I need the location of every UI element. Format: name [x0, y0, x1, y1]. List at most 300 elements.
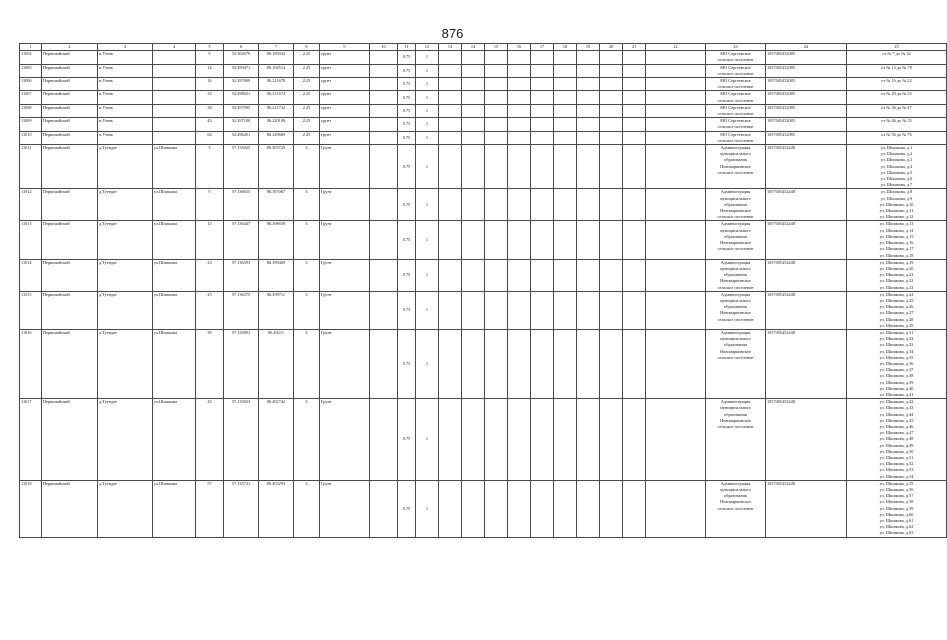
- addresses-cell-line: ул. Шишкова, д.28: [879, 316, 914, 322]
- empty-cell: [439, 399, 462, 481]
- col11-cell: 0.75: [398, 259, 416, 291]
- row-number-cell: 11011: [20, 145, 42, 189]
- table-row: [20, 51, 947, 64]
- longitude-cell: 86.393725: [259, 145, 294, 189]
- empty-cell: [531, 51, 554, 64]
- addresses-cell: [847, 329, 947, 398]
- latitude-cell: 52.297809: [224, 78, 259, 91]
- column-number: 2: [42, 44, 98, 51]
- empty-cell: [439, 259, 462, 291]
- empty-cell: [623, 480, 646, 537]
- addresses-cell-line: от № 36 до № 47: [881, 104, 912, 110]
- row-number-cell: 11017: [20, 399, 42, 481]
- surface-cell: Грунт: [320, 189, 370, 221]
- addresses-cell-line: ул. Шишкова, д.59: [879, 505, 914, 511]
- settlement-cell: д.Туендат: [98, 399, 153, 481]
- owner-cell-line: Администрация: [720, 259, 751, 265]
- district-cell: Первомайский: [42, 131, 98, 144]
- addresses-cell-line: ул. Шишкова, д.32: [879, 336, 914, 342]
- district-cell: Первомайский: [42, 118, 98, 131]
- row-number-cell: 11016: [20, 329, 42, 398]
- owner-cell-line: муниципального: [720, 265, 751, 271]
- owner-cell-line: Новомариинское: [720, 417, 751, 423]
- width-cell: 2.25: [294, 51, 320, 64]
- empty-cell: [600, 145, 623, 189]
- empty-cell: [554, 480, 577, 537]
- empty-cell: [531, 131, 554, 144]
- addresses-cell: [847, 78, 947, 91]
- longitude-cell: 86.402742: [259, 399, 294, 481]
- empty-cell: [485, 91, 508, 104]
- empty-cell: [485, 329, 508, 398]
- owner-cell-line: сельское поселение: [717, 124, 754, 130]
- house-cell: 25: [196, 291, 224, 329]
- ogrn-cell: 1057005452448: [766, 259, 847, 291]
- column-number: 6: [224, 44, 259, 51]
- column-number: 11: [398, 44, 416, 51]
- column-number: 4: [153, 44, 196, 51]
- house-cell: 43: [196, 118, 224, 131]
- width-cell: 3: [294, 259, 320, 291]
- empty-cell: [462, 399, 485, 481]
- empty-cell: [508, 118, 531, 131]
- row-number-cell: 11009: [20, 118, 42, 131]
- owner-cell: [706, 118, 766, 131]
- table-row: [20, 480, 947, 537]
- empty-cell: [623, 189, 646, 221]
- settlement-cell: п.Узень: [98, 64, 153, 77]
- empty-cell: [370, 51, 398, 64]
- empty-cell: [370, 480, 398, 537]
- addresses-cell-line: ул. Шишкова, д.48: [879, 436, 914, 442]
- col11-cell: 0.75: [398, 118, 416, 131]
- table-row: [20, 259, 947, 291]
- addresses-cell-line: ул. Шишкова, д.41: [879, 391, 914, 397]
- addresses-cell-line: ул. Шишкова, д.29: [879, 322, 914, 328]
- district-cell: Первомайский: [42, 329, 98, 398]
- addresses-cell-line: от № 16 до № 22: [881, 78, 912, 84]
- empty-cell: [485, 51, 508, 64]
- empty-cell: [600, 259, 623, 291]
- empty-cell: [370, 221, 398, 259]
- addresses-cell-line: от № 13 до № 78: [881, 64, 912, 70]
- col12-cell: 1: [416, 131, 439, 144]
- owner-cell-line: муниципального: [720, 405, 751, 411]
- addresses-cell-line: ул. Шишкова, д.40: [879, 385, 914, 391]
- empty-cell: [531, 78, 554, 91]
- owner-cell-line: Новомариинское: [720, 240, 751, 246]
- empty-cell: [646, 399, 706, 481]
- street-cell: [153, 131, 196, 144]
- empty-cell: [485, 118, 508, 131]
- owner-cell-line: сельское поселение: [717, 505, 754, 511]
- ogrn-cell: 1057005452448: [766, 145, 847, 189]
- empty-cell: [531, 329, 554, 398]
- latitude-cell: 52.296451: [224, 131, 259, 144]
- latitude-cell: 57.136393: [224, 259, 259, 291]
- width-cell: 2.25: [294, 118, 320, 131]
- house-cell: 15: [196, 221, 224, 259]
- addresses-cell-line: ул. Шишкова, д.61: [879, 518, 914, 524]
- empty-cell: [462, 291, 485, 329]
- house-cell: 23: [196, 259, 224, 291]
- empty-cell: [577, 399, 600, 481]
- district-cell: Первомайский: [42, 399, 98, 481]
- table-row: [20, 64, 947, 77]
- surface-cell: Грунт: [320, 329, 370, 398]
- longitude-cell: 86.399711: [259, 291, 294, 329]
- addresses-cell-line: ул. Шишкова, д.18: [879, 252, 914, 258]
- empty-cell: [370, 291, 398, 329]
- width-cell: 3: [294, 399, 320, 481]
- addresses-cell: [847, 104, 947, 117]
- empty-cell: [554, 51, 577, 64]
- width-cell: 3: [294, 291, 320, 329]
- row-number-cell: 11008: [20, 104, 42, 117]
- longitude-cell: 86.399469: [259, 259, 294, 291]
- owner-cell-line: образования: [724, 411, 747, 417]
- empty-cell: [623, 131, 646, 144]
- street-cell: ул.Шишкова: [153, 329, 196, 398]
- empty-cell: [623, 51, 646, 64]
- addresses-cell-line: ул. Шишкова, д.17: [879, 246, 914, 252]
- column-number: 20: [600, 44, 623, 51]
- column-number: 16: [508, 44, 531, 51]
- empty-cell: [508, 64, 531, 77]
- owner-cell-line: муниципального: [720, 227, 751, 233]
- latitude-cell: 57.135823: [224, 399, 259, 481]
- district-cell: Первомайский: [42, 64, 98, 77]
- empty-cell: [531, 118, 554, 131]
- empty-cell: [531, 221, 554, 259]
- empty-cell: [554, 78, 577, 91]
- addresses-cell-line: ул. Шишкова, д.14: [879, 227, 914, 233]
- latitude-cell: 57.135025: [224, 145, 259, 189]
- col11-cell: 0.75: [398, 91, 416, 104]
- empty-cell: [531, 291, 554, 329]
- owner-cell-line: муниципального: [720, 195, 751, 201]
- owner-cell: [706, 145, 766, 189]
- settlement-cell: д.Туендат: [98, 221, 153, 259]
- surface-cell: Грунт: [320, 291, 370, 329]
- empty-cell: [531, 259, 554, 291]
- width-cell: 2.25: [294, 131, 320, 144]
- ogrn-cell: 1057005452085: [766, 64, 847, 77]
- table-row: [20, 329, 947, 398]
- col12-cell: 1: [416, 104, 439, 117]
- settlement-cell: п.Узень: [98, 118, 153, 131]
- addresses-cell-line: ул. Шишкова, д.60: [879, 511, 914, 517]
- owner-cell-line: Новомариинское: [720, 348, 751, 354]
- empty-cell: [370, 104, 398, 117]
- house-cell: 64: [196, 131, 224, 144]
- column-number: 25: [847, 44, 947, 51]
- addresses-cell: [847, 189, 947, 221]
- empty-cell: [485, 145, 508, 189]
- district-cell: Первомайский: [42, 51, 98, 64]
- addresses-cell-line: ул. Шишкова, д.24: [879, 291, 914, 297]
- col12-cell: 1: [416, 259, 439, 291]
- row-number-cell: 11010: [20, 131, 42, 144]
- empty-cell: [600, 291, 623, 329]
- street-cell: ул.Шишкова: [153, 259, 196, 291]
- owner-cell-line: сельское поселение: [717, 284, 754, 290]
- addresses-cell: [847, 145, 947, 189]
- empty-cell: [508, 91, 531, 104]
- column-number: 15: [485, 44, 508, 51]
- empty-cell: [462, 51, 485, 64]
- width-cell: 3: [294, 221, 320, 259]
- owner-cell-line: сельское поселение: [717, 423, 754, 429]
- owner-cell: [706, 259, 766, 291]
- empty-cell: [600, 91, 623, 104]
- empty-cell: [554, 91, 577, 104]
- owner-cell-line: сельское поселение: [717, 57, 754, 63]
- street-cell: ул.Шишкова: [153, 291, 196, 329]
- latitude-cell: 57.136375: [224, 291, 259, 329]
- row-number-cell: 11005: [20, 64, 42, 77]
- empty-cell: [600, 480, 623, 537]
- empty-cell: [462, 91, 485, 104]
- latitude-cell: 52.299471: [224, 64, 259, 77]
- addresses-cell-line: от № 46 до № 55: [881, 118, 912, 124]
- empty-cell: [554, 145, 577, 189]
- empty-cell: [439, 131, 462, 144]
- table-row: [20, 399, 947, 481]
- empty-cell: [646, 91, 706, 104]
- latitude-cell: 52.298021: [224, 91, 259, 104]
- width-cell: 2.25: [294, 91, 320, 104]
- empty-cell: [646, 221, 706, 259]
- owner-cell: [706, 104, 766, 117]
- addresses-cell: [847, 399, 947, 481]
- empty-cell: [623, 64, 646, 77]
- street-cell: [153, 118, 196, 131]
- empty-cell: [439, 189, 462, 221]
- empty-cell: [462, 64, 485, 77]
- empty-cell: [370, 118, 398, 131]
- column-number: 18: [554, 44, 577, 51]
- empty-cell: [577, 131, 600, 144]
- empty-cell: [462, 118, 485, 131]
- empty-cell: [462, 329, 485, 398]
- settlement-cell: п.Узень: [98, 51, 153, 64]
- settlement-cell: д.Туендат: [98, 145, 153, 189]
- owner-cell: [706, 91, 766, 104]
- empty-cell: [600, 131, 623, 144]
- longitude-cell: 86.40211: [259, 329, 294, 398]
- ogrn-cell: 1057005452448: [766, 480, 847, 537]
- empty-cell: [600, 78, 623, 91]
- ogrn-cell: 1057005452448: [766, 189, 847, 221]
- surface-cell: грунт: [320, 78, 370, 91]
- settlement-cell: п.Узень: [98, 91, 153, 104]
- owner-cell-line: сельское поселение: [717, 137, 754, 143]
- house-cell: 5: [196, 145, 224, 189]
- owner-cell-line: Администрация: [720, 480, 751, 486]
- empty-cell: [554, 64, 577, 77]
- owner-cell: [706, 64, 766, 77]
- street-cell: ул.Шишкова: [153, 145, 196, 189]
- column-number: 22: [646, 44, 706, 51]
- empty-cell: [370, 259, 398, 291]
- width-cell: 3: [294, 145, 320, 189]
- addresses-cell: [847, 291, 947, 329]
- addresses-cell-line: ул. Шишкова, д.9: [880, 195, 913, 201]
- district-cell: Первомайский: [42, 78, 98, 91]
- empty-cell: [577, 480, 600, 537]
- empty-cell: [531, 399, 554, 481]
- addresses-cell-line: ул. Шишкова, д.45: [879, 417, 914, 423]
- settlement-cell: д.Туендат: [98, 480, 153, 537]
- row-number-cell: 11018: [20, 480, 42, 537]
- empty-cell: [485, 291, 508, 329]
- empty-cell: [508, 329, 531, 398]
- addresses-cell-line: ул. Шишкова, д.36: [879, 360, 914, 366]
- addresses-cell-line: от № 29 до № 35: [881, 91, 912, 97]
- empty-cell: [439, 145, 462, 189]
- addresses-cell: [847, 118, 947, 131]
- surface-cell: Грунт: [320, 221, 370, 259]
- addresses-cell-line: ул. Шишкова, д.31: [879, 329, 914, 335]
- addresses-cell: [847, 259, 947, 291]
- empty-cell: [531, 104, 554, 117]
- empty-cell: [623, 118, 646, 131]
- col12-cell: 1: [416, 145, 439, 189]
- owner-cell: [706, 189, 766, 221]
- addresses-cell-line: ул. Шишкова, д.62: [879, 524, 914, 530]
- empty-cell: [370, 91, 398, 104]
- col11-cell: 0.75: [398, 221, 416, 259]
- longitude-cell: 86.229669: [259, 131, 294, 144]
- surface-cell: грунт: [320, 118, 370, 131]
- column-number-row: [20, 44, 947, 51]
- empty-cell: [462, 78, 485, 91]
- longitude-cell: 86.211732: [259, 104, 294, 117]
- empty-cell: [600, 399, 623, 481]
- addresses-cell: [847, 91, 947, 104]
- addresses-cell-line: ул. Шишкова, д.21: [879, 272, 914, 278]
- empty-cell: [439, 78, 462, 91]
- row-number-cell: 11006: [20, 78, 42, 91]
- addresses-cell-line: ул. Шишкова, д.56: [879, 487, 914, 493]
- empty-cell: [462, 221, 485, 259]
- empty-cell: [370, 131, 398, 144]
- street-cell: ул.Шишкова: [153, 480, 196, 537]
- district-cell: Первомайский: [42, 221, 98, 259]
- addresses-cell: [847, 51, 947, 64]
- owner-cell-line: муниципального: [720, 336, 751, 342]
- empty-cell: [646, 259, 706, 291]
- col12-cell: 1: [416, 91, 439, 104]
- addresses-cell-line: ул. Шишкова, д.51: [879, 455, 914, 460]
- addresses-cell-line: ул. Шишкова, д.35: [879, 354, 914, 360]
- settlement-cell: д.Туендат: [98, 291, 153, 329]
- width-cell: 3: [294, 480, 320, 537]
- ogrn-cell: 1057005452448: [766, 291, 847, 329]
- empty-cell: [531, 91, 554, 104]
- owner-cell-line: Администрация: [720, 291, 751, 297]
- owner-cell-line: образования: [724, 233, 747, 239]
- house-cell: 9: [196, 51, 224, 64]
- district-cell: Первомайский: [42, 480, 98, 537]
- empty-cell: [531, 189, 554, 221]
- settlement-cell: п.Узень: [98, 78, 153, 91]
- empty-cell: [439, 118, 462, 131]
- empty-cell: [600, 221, 623, 259]
- district-cell: Первомайский: [42, 259, 98, 291]
- empty-cell: [600, 51, 623, 64]
- latitude-cell: 57.136447: [224, 221, 259, 259]
- addresses-cell: [847, 221, 947, 259]
- empty-cell: [508, 104, 531, 117]
- empty-cell: [554, 399, 577, 481]
- owner-cell-line: Администрация: [720, 399, 751, 405]
- empty-cell: [485, 399, 508, 481]
- empty-cell: [554, 259, 577, 291]
- addresses-cell-line: ул. Шишкова, д.33: [879, 342, 914, 348]
- district-cell: Первомайский: [42, 104, 98, 117]
- addresses-cell-line: ул. Шишкова, д.4: [880, 163, 913, 169]
- owner-cell-line: Новомариинское: [720, 208, 751, 214]
- table-row: [20, 131, 947, 144]
- owner-cell-line: муниципального: [720, 151, 751, 157]
- owner-cell-line: образования: [724, 304, 747, 310]
- empty-cell: [370, 399, 398, 481]
- empty-cell: [577, 118, 600, 131]
- empty-cell: [508, 189, 531, 221]
- latitude-cell: 57.136655: [224, 189, 259, 221]
- empty-cell: [577, 104, 600, 117]
- ogrn-cell: 1057005452085: [766, 91, 847, 104]
- empty-cell: [439, 51, 462, 64]
- surface-cell: грунт: [320, 51, 370, 64]
- latitude-cell: 52.297100: [224, 118, 259, 131]
- addresses-cell-line: ул. Шишкова, д.22: [879, 278, 914, 284]
- col12-cell: 1: [416, 189, 439, 221]
- addresses-cell-line: ул. Шишкова, д.46: [879, 423, 914, 429]
- owner-cell-line: сельское поселение: [717, 70, 754, 76]
- addresses-cell-line: ул. Шишкова, д.53: [879, 467, 914, 473]
- district-cell: Первомайский: [42, 189, 98, 221]
- col11-cell: 0.75: [398, 480, 416, 537]
- settlement-cell: д.Туендат: [98, 189, 153, 221]
- empty-cell: [485, 259, 508, 291]
- column-number: 19: [577, 44, 600, 51]
- empty-cell: [623, 399, 646, 481]
- addresses-cell-line: ул. Шишкова, д.50: [879, 448, 914, 454]
- surface-cell: грунт: [320, 64, 370, 77]
- house-cell: 57: [196, 480, 224, 537]
- addresses-cell-line: ул. Шишкова, д.15: [879, 233, 914, 239]
- empty-cell: [439, 104, 462, 117]
- addresses-cell-line: ул. Шишкова, д.58: [879, 499, 914, 505]
- house-cell: 33: [196, 91, 224, 104]
- col12-cell: 1: [416, 64, 439, 77]
- empty-cell: [577, 91, 600, 104]
- addresses-cell-line: ул. Шишкова, д.23: [879, 284, 914, 290]
- house-cell: 39: [196, 329, 224, 398]
- owner-cell: [706, 291, 766, 329]
- empty-cell: [554, 221, 577, 259]
- empty-cell: [508, 131, 531, 144]
- column-number: 3: [98, 44, 153, 51]
- empty-cell: [646, 189, 706, 221]
- owner-cell-line: Новомариинское: [720, 310, 751, 316]
- owner-cell-line: Новомариинское: [720, 278, 751, 284]
- empty-cell: [370, 189, 398, 221]
- owner-cell-line: Новомариинское: [720, 499, 751, 505]
